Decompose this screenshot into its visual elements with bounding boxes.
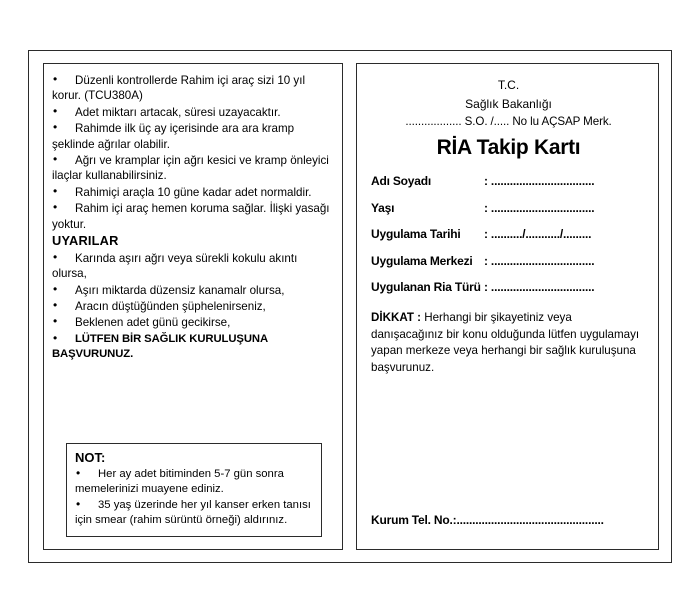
field-value-age[interactable]: : ................................. bbox=[484, 200, 595, 215]
list-item bbox=[52, 251, 332, 282]
note-item-text: • 35 yaş üzerinde her yıl kanser erken tanısı için smear (rahim sürüntü örneği) aldırınız. bbox=[75, 498, 311, 526]
page-title: RİA Takip Kartı bbox=[436, 136, 581, 160]
warning-item-text: • Aracın düştüğünden şüphelenirseniz, bbox=[75, 299, 266, 313]
warning-item-text: • Beklenen adet günü gecikirse, bbox=[75, 316, 231, 330]
list-item bbox=[52, 315, 332, 330]
attention-text: Herhangi bir şikayetiniz veya danışacağınız bir konu olduğunda lütfen uygulamayı yapan merkeze veya herhangi bir sağlık kuruluşuna başvurunuz. bbox=[371, 311, 640, 374]
warning-item-text: • LÜTFEN BİR SAĞLIK KURULUŞUNA BAŞVURUNUZ. bbox=[52, 332, 268, 360]
list-item bbox=[52, 121, 332, 152]
list-item bbox=[75, 467, 313, 497]
list-item bbox=[52, 283, 332, 298]
list-item bbox=[52, 105, 332, 120]
card-panels bbox=[29, 51, 671, 562]
warning-item-text: • Aşırı miktarda düzensiz kanamalr olursa, bbox=[75, 283, 285, 297]
card-outer-frame bbox=[28, 50, 672, 563]
note-box bbox=[66, 443, 322, 537]
warning-item-text: • Karında aşırı ağrı veya sürekli kokulu akıntı olursa, bbox=[52, 251, 298, 281]
institution-phone-field[interactable]: Kurum Tel. No.:............................................... bbox=[371, 513, 604, 527]
field-row bbox=[371, 201, 646, 215]
field-value-date[interactable]: : ........../.........../......... bbox=[484, 227, 592, 242]
info-item-text: • Düzenli kontrollerde Rahim içi araç sizi 10 yıl korur. (TCU380A) bbox=[52, 74, 306, 103]
header-line-republic: T.C. bbox=[497, 78, 520, 92]
list-item bbox=[75, 498, 313, 528]
right-panel bbox=[356, 63, 659, 550]
note-title: NOT: bbox=[75, 449, 106, 465]
list-item bbox=[52, 299, 332, 314]
field-label-center: Uygulama Merkezi bbox=[371, 253, 473, 268]
field-row bbox=[371, 174, 646, 188]
attention-label: DİKKAT : bbox=[371, 311, 422, 325]
list-item-emphasis bbox=[52, 332, 332, 362]
field-row bbox=[371, 254, 646, 268]
form-fields bbox=[371, 174, 646, 294]
field-label-date: Uygulama Tarihi bbox=[371, 227, 461, 242]
attention-paragraph bbox=[371, 310, 646, 376]
field-value-name[interactable]: : ................................. bbox=[484, 174, 595, 189]
field-row bbox=[371, 280, 646, 294]
header-line-ministry: Sağlık Bakanlığı bbox=[465, 96, 552, 111]
list-item bbox=[52, 201, 332, 232]
info-list bbox=[52, 73, 332, 232]
field-label-iud-type: Uygulanan Ria Türü bbox=[371, 280, 481, 295]
field-value-iud-type[interactable]: : ................................. bbox=[484, 280, 595, 295]
field-value-center[interactable]: : ................................. bbox=[484, 253, 595, 268]
info-item-text: • Rahim içi araç hemen koruma sağlar. İlişki yasağı yoktur. bbox=[52, 202, 330, 231]
note-list bbox=[75, 467, 313, 528]
field-row bbox=[371, 227, 646, 241]
list-item bbox=[52, 73, 332, 104]
info-item-text: • Rahimde ilk üç ay içerisinde ara ara kramp şeklinde ağrılar olabilir. bbox=[52, 122, 295, 151]
info-item-text: • Adet miktarı artacak, süresi uzayacaktır. bbox=[75, 105, 281, 119]
info-item-text: • Ağrı ve kramplar için ağrı kesici ve kramp önleyici ilaçlar kullanabilirsiniz. bbox=[52, 154, 329, 183]
ministry-header bbox=[371, 76, 646, 131]
warning-list bbox=[52, 251, 332, 362]
info-item-text: • Rahimiçi araçla 10 güne kadar adet normaldir. bbox=[75, 185, 312, 199]
warnings-heading: UYARILAR bbox=[52, 233, 119, 249]
header-line-center: .................. S.O. /..... No lu AÇSAP Merk. bbox=[405, 115, 612, 129]
left-panel bbox=[43, 63, 343, 550]
note-item-text: • Her ay adet bitiminden 5-7 gün sonra memelerinizi muayene ediniz. bbox=[75, 467, 284, 495]
field-label-age: Yaşı bbox=[371, 200, 395, 215]
field-label-name: Adı Soyadı bbox=[371, 174, 432, 189]
list-item bbox=[52, 185, 332, 200]
list-item bbox=[52, 153, 332, 184]
